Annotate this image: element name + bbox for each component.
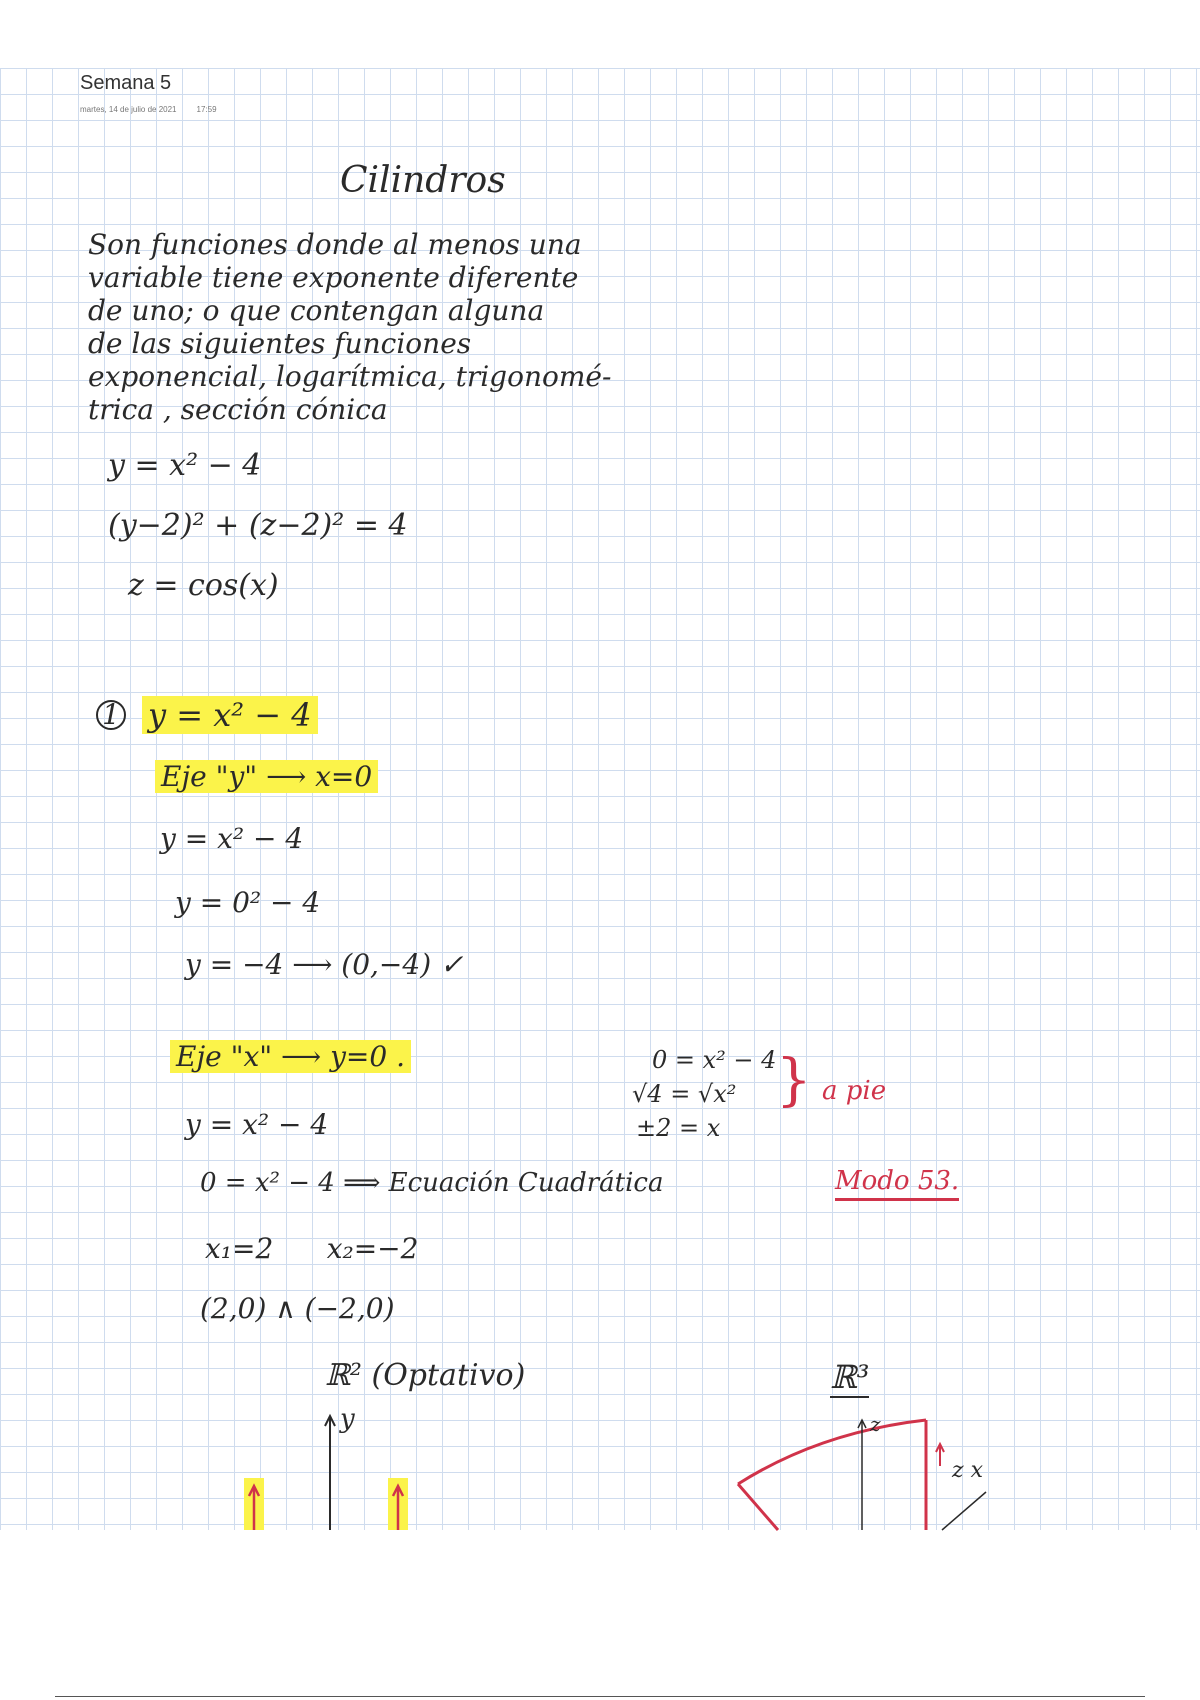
side-calc-line: √4 = √x² xyxy=(632,1080,737,1108)
y-axis-label xyxy=(155,760,378,793)
mode-note xyxy=(835,1166,959,1196)
example-equation: y = x² − 4 xyxy=(108,448,262,483)
x-axis-step: y = x² − 4 xyxy=(185,1108,329,1141)
side-calc-line: ±2 = x xyxy=(636,1114,721,1142)
surface-edge-left xyxy=(738,1484,778,1530)
graph-r3-title: ℝ³ xyxy=(830,1358,870,1396)
page-header xyxy=(80,72,217,114)
x-axis-step: x₁=2 x₂=−2 xyxy=(205,1232,419,1265)
notes-heading: Cilindros xyxy=(340,160,506,201)
x-axis-step: (2,0) ∧ (−2,0) xyxy=(200,1292,395,1325)
definition-line: variable tiene exponente diferente xyxy=(88,261,579,294)
y-axis-label-text: Eje "y" ⟶ x=0 xyxy=(155,760,378,793)
definition-paragraph xyxy=(88,228,708,426)
definition-line: exponencial, logarítmica, trigonomé- xyxy=(88,360,612,393)
y-axis-step: y = −4 ⟶ (0,−4) ✓ xyxy=(185,948,464,981)
page-title: Semana 5 xyxy=(80,72,172,94)
y-axis-step: y = x² − 4 xyxy=(160,822,304,855)
surface-curve xyxy=(738,1420,926,1484)
graph-r2-title: ℝ² (Optativo) xyxy=(325,1358,526,1393)
graph-r3-z-label: z xyxy=(870,1412,881,1436)
page-date: martes, 14 de julio de 2021 xyxy=(80,105,177,114)
problem-equation-text: y = x² − 4 xyxy=(142,696,318,734)
side-calc-label: a pie xyxy=(822,1076,887,1106)
example-equation: z = cos(x) xyxy=(128,568,279,603)
x-axis-label xyxy=(170,1040,411,1073)
x-axis-line xyxy=(942,1492,986,1530)
side-calc-brace: } xyxy=(776,1048,812,1113)
mode-note-text: Modo 53. xyxy=(835,1166,959,1201)
page-time: 17:59 xyxy=(196,105,217,114)
problem-equation xyxy=(142,696,318,734)
page-meta xyxy=(80,105,217,114)
x-axis-label-text: Eje "x" ⟶ y=0 . xyxy=(170,1040,411,1073)
side-calc-line: 0 = x² − 4 xyxy=(652,1046,777,1074)
problem-number: 1 xyxy=(96,700,126,730)
example-equation: (y−2)² + (z−2)² = 4 xyxy=(108,508,408,543)
definition-line: de las siguientes funciones xyxy=(88,327,472,360)
definition-line: trica , sección cónica xyxy=(88,393,388,426)
page-footer-rule xyxy=(55,1696,1145,1697)
definition-line: Son funciones donde al menos una xyxy=(88,228,582,261)
y-axis-step: y = 0² − 4 xyxy=(175,886,321,919)
definition-line: de uno; o que contengan alguna xyxy=(88,294,545,327)
graph-r3-side-label: z x xyxy=(952,1458,983,1483)
x-axis-step: 0 = x² − 4 ⟹ Ecuación Cuadrática xyxy=(200,1168,664,1198)
graph-r2-sketch xyxy=(230,1400,430,1530)
graph-r2-axis-label: y xyxy=(340,1404,355,1434)
